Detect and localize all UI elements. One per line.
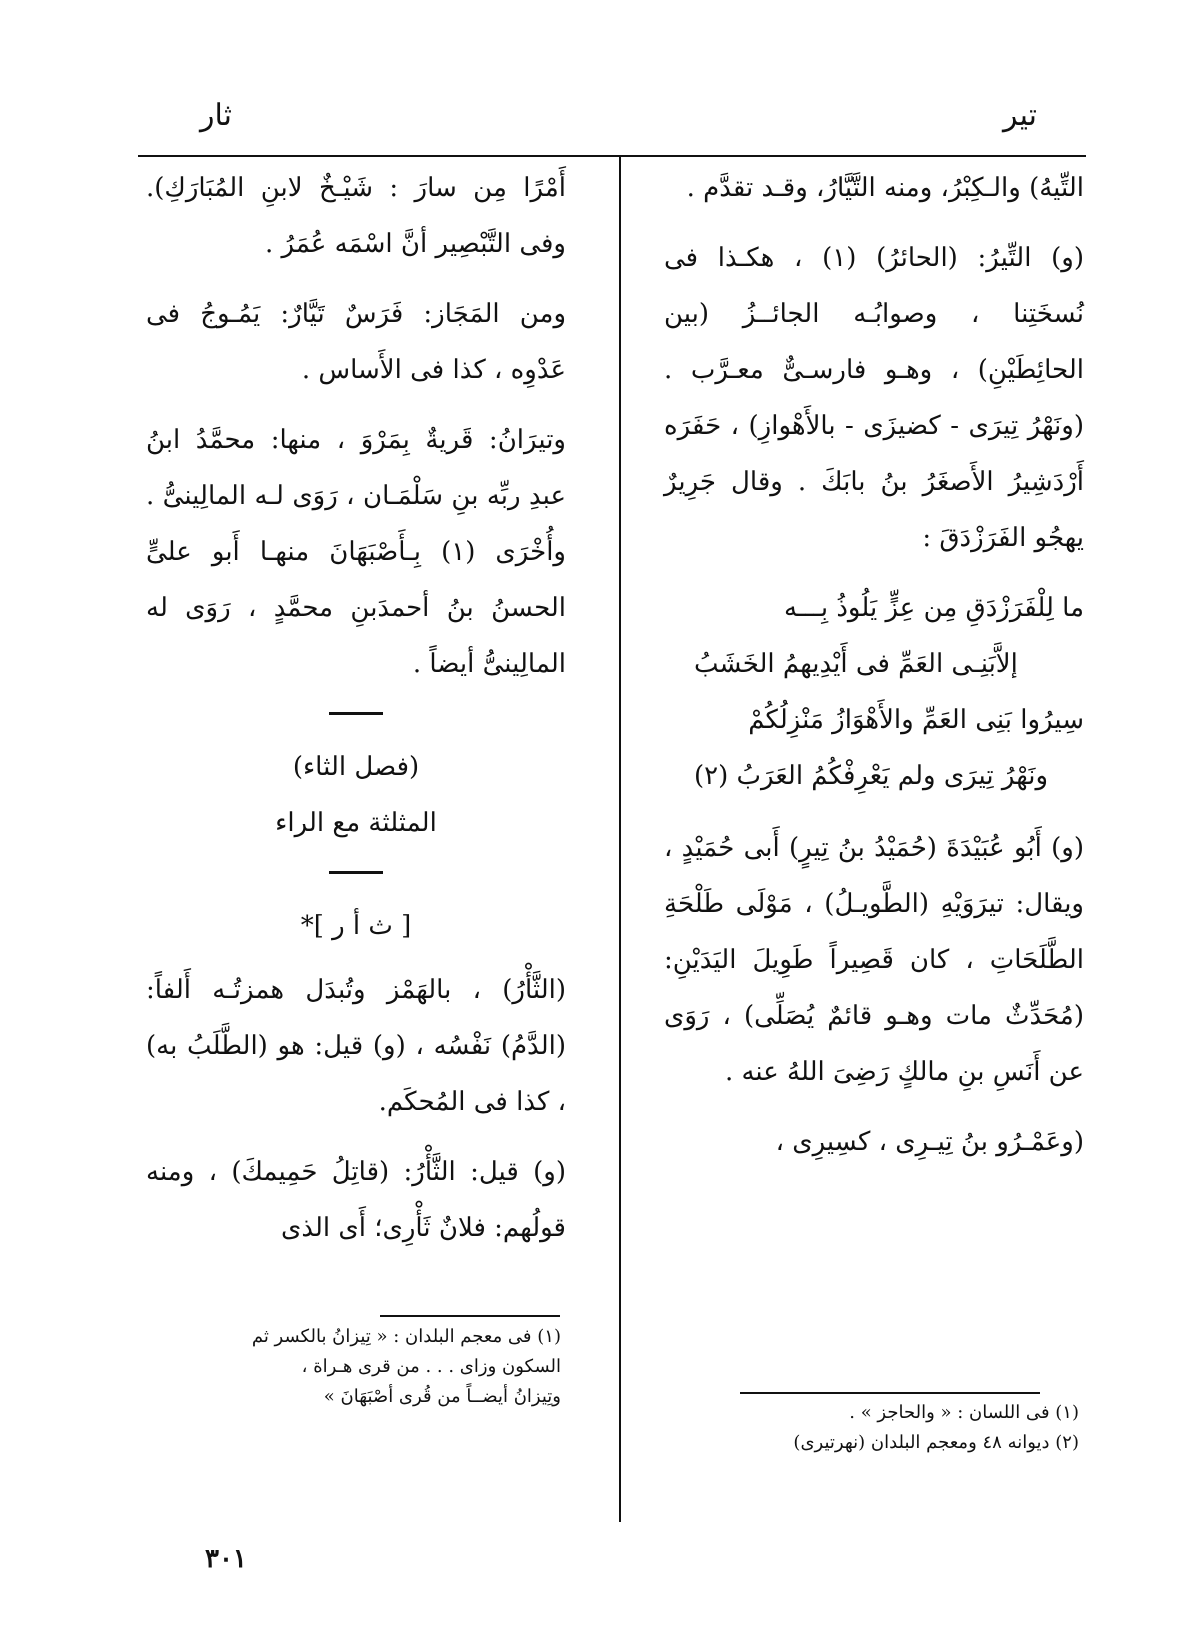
header-word-right: تير <box>1003 98 1037 133</box>
section-subtitle: المثلثة مع الراء <box>275 808 437 838</box>
footnote-line: (٢) ديوانه ٤٨ ومعجم البلدان (نهرتيرى) <box>793 1432 1079 1453</box>
footnote-rule-left <box>380 1315 560 1317</box>
verse-block <box>664 580 1084 804</box>
footnote-line: (١) فى معجم البلدان : « تِيزانُ بالكسر ثم <box>251 1326 561 1347</box>
right-column <box>664 160 1084 1184</box>
verse-line: ونَهْرُ تِيرَى ولم يَعْرِفْكُمُ العَرَبُ (٢) <box>694 761 1048 791</box>
footnote-line: السكون وزاى . . . من قرى هـراة ، <box>301 1356 561 1377</box>
footnote-line: (١) فى اللسان : « والحاجز » . <box>849 1402 1079 1423</box>
paragraph: التِّيهُ) والـكِبْرُ، ومنه التَّيَّارُ، وقـد تقدَّم . <box>686 173 1084 203</box>
paragraph: (وعَمْـرُو بنُ تِيـرِى ، كسِيرِى ، <box>775 1127 1084 1157</box>
paragraph: ومن المَجَاز: فَرَسٌ تَيَّارٌ: يَمُـوجُ فى عَدْوِه ، كذا فى الأَساس . <box>146 299 566 385</box>
paragraph: (و) التِّيرُ: (الحائرُ) (١) ، هكـذا فى نُسخَتِنا ، وصوابُـه الجائــزُ (بين الحائِطَيْنِ) ، وهـو فارسـىٌّ معـرَّب . (ونَهْرُ تِيرَى - كضيزَى - بالأَهْوازِ) ، حَفَرَه أَرْدَشِيرُ الأَصغَرُ بنُ بابَكَ . وقال جَرِيرٌ يهجُو الفَرَزْدَقَ : <box>664 243 1084 553</box>
verse-line: سِيرُوا بَنِى العَمِّ والأَهْوَازُ مَنْزِلُكُمْ <box>748 705 1084 735</box>
paragraph: (و) أَبُو عُبَيْدَةَ (حُمَيْدُ بنُ تِيرٍ) أَبى حُمَيْدٍ ، ويقال: تيرَوَيْهِ (الطَّويـلُ) ، مَوْلَى طَلْحَةِ الطَّلَحَاتِ ، كان قَصِيراً طَوِيلَ اليَدَيْنِ: (مُحَدِّثٌ مات وهـو قائمٌ يُصَلِّى) ، رَوَى عن أَنَسِ بنِ مالكٍ رَضِىَ اللهُ عنه . <box>664 833 1084 1087</box>
entry-head: [ ث أ ر ]* <box>300 911 412 941</box>
footnote-rule-right <box>740 1392 1040 1394</box>
footnotes-right <box>669 1398 1079 1458</box>
section-rule <box>329 871 383 874</box>
left-column <box>146 160 566 1270</box>
header-word-left: ثار <box>200 98 232 133</box>
verse-line: ما لِلْفَرَزْدَقِ مِن عِزٍّ يَلُوذُ بِـــه <box>784 593 1084 623</box>
verse-line: إلاَّبَنِـى العَمِّ فى أَيْدِيهمُ الخَشَبُ <box>694 649 1018 679</box>
paragraph: وتيرَانُ: قَريةٌ بِمَرْوَ ، منها: محمَّدُ ابنُ عبدِ ربِّه بنِ سَلْمَـان ، رَوَى لـه المالِينىُّ . وأُخْرَى (١) بِـأَصْبَهَانَ منهـا أَبو علىٍّ الحسنُ بنُ أحمدَبنِ محمَّدٍ ، رَوَى له المالِينىُّ أيضاً . <box>146 425 566 679</box>
page-number: ٣٠١ <box>205 1544 247 1574</box>
section-rule <box>329 712 383 715</box>
section-title: (فصل الثاء) <box>292 752 420 782</box>
paragraph: أَمْرًا مِن سارَ : شَيْـخٌ لابنِ المُبَارَكِ). وفى التَّبْصِير أنَّ اسْمَه عُمَرُ . <box>146 173 566 259</box>
header-rule <box>138 155 1086 157</box>
footnote-line: وتِيزانُ أيضــاً من قُرى أصْبَهَانَ » <box>323 1386 561 1407</box>
footnotes-left <box>146 1322 561 1412</box>
column-divider <box>619 157 621 1522</box>
paragraph: (الثَّأْرُ) ، بالهَمْز وتُبدَل همزتُـه أَلفاً: (الدَّمُ) نَفْسُه ، (و) قيل: هو (الطَّلَبُ به) ، كذا فى المُحكَم. <box>146 975 566 1117</box>
paragraph: (و) قيل: الثَّأْرُ: (قاتِلُ حَمِيمكَ) ، ومنه قولُهم: فلانٌ ثَأْرِى؛ أَى الذى <box>146 1157 566 1243</box>
